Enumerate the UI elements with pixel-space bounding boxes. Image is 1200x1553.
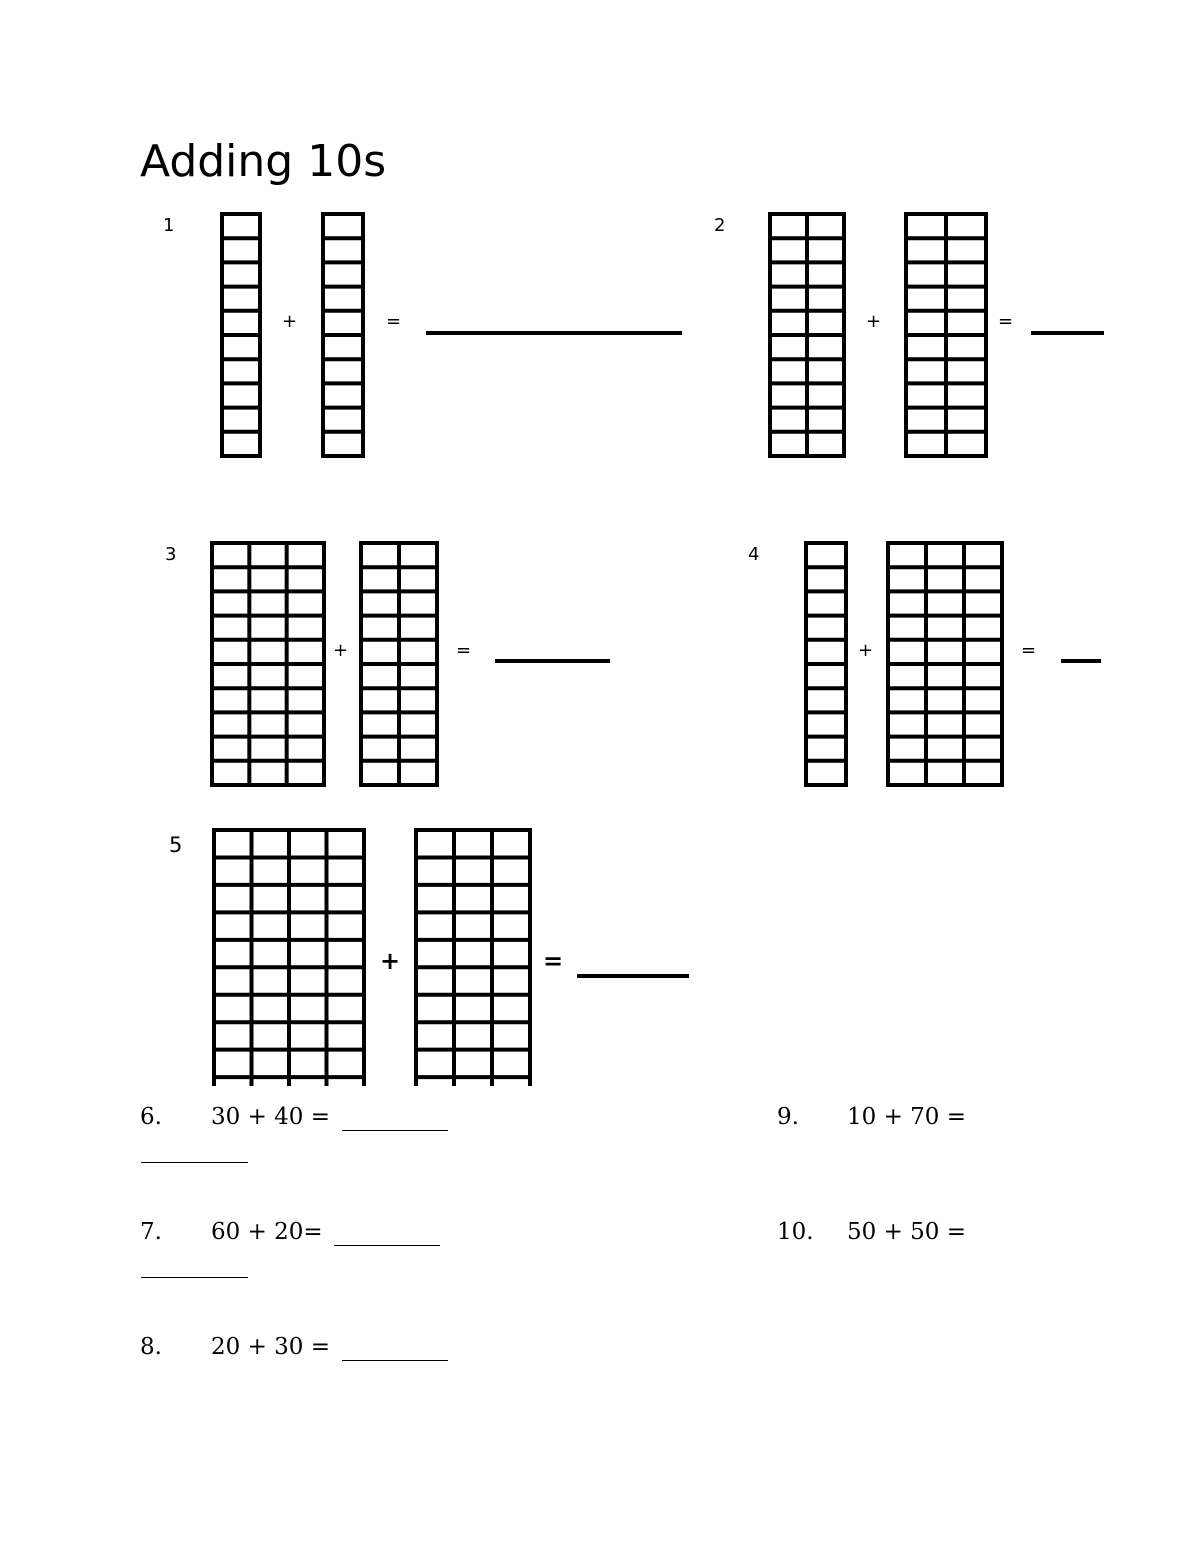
tens-rod-drawing bbox=[804, 541, 848, 787]
equation-number: 9. bbox=[777, 1104, 799, 1130]
plus-sign: + bbox=[380, 947, 401, 975]
equals-sign: = bbox=[543, 947, 564, 975]
tens-rod-drawing bbox=[220, 212, 262, 458]
problem-number: 1 bbox=[163, 215, 175, 236]
answer-blank[interactable] bbox=[334, 1245, 440, 1246]
answer-blank[interactable] bbox=[342, 1130, 448, 1131]
equation-expression: 10 + 70 = bbox=[847, 1104, 967, 1130]
equals-sign: = bbox=[456, 640, 472, 661]
equation-expression: 20 + 30 = bbox=[211, 1334, 331, 1360]
problem-number: 5 bbox=[169, 833, 183, 857]
tens-block-group bbox=[321, 212, 365, 458]
tens-block-group bbox=[212, 828, 366, 1086]
equation-number: 7. bbox=[140, 1219, 162, 1245]
page-title: Adding 10s bbox=[140, 136, 387, 187]
tens-block-group bbox=[359, 541, 439, 787]
equation-number: 6. bbox=[140, 1104, 162, 1130]
equation-number: 8. bbox=[140, 1334, 162, 1360]
tens-rod-drawing bbox=[768, 212, 846, 458]
answer-line[interactable] bbox=[426, 331, 682, 335]
equals-sign: = bbox=[1021, 640, 1037, 661]
tens-block-group bbox=[220, 212, 262, 458]
answer-blank[interactable] bbox=[141, 1277, 248, 1278]
answer-line[interactable] bbox=[1061, 659, 1101, 663]
equation-expression: 50 + 50 = bbox=[847, 1219, 967, 1245]
plus-sign: + bbox=[282, 311, 298, 332]
tens-block-group bbox=[904, 212, 988, 458]
plus-sign: + bbox=[866, 311, 882, 332]
tens-rod-drawing bbox=[904, 212, 988, 458]
answer-line[interactable] bbox=[1031, 331, 1104, 335]
answer-blank[interactable] bbox=[342, 1360, 448, 1361]
tens-rod-drawing bbox=[414, 828, 532, 1086]
tens-block-group bbox=[768, 212, 846, 458]
plus-sign: + bbox=[333, 640, 349, 661]
plus-sign: + bbox=[858, 640, 874, 661]
tens-block-group bbox=[210, 541, 326, 787]
tens-block-group bbox=[414, 828, 532, 1086]
equation-expression: 60 + 20= bbox=[211, 1219, 323, 1245]
equals-sign: = bbox=[386, 311, 402, 332]
answer-line[interactable] bbox=[495, 659, 610, 663]
equation-number: 10. bbox=[777, 1219, 814, 1245]
answer-line[interactable] bbox=[577, 974, 689, 978]
answer-blank[interactable] bbox=[141, 1162, 248, 1163]
tens-rod-drawing bbox=[212, 828, 366, 1086]
equation-expression: 30 + 40 = bbox=[211, 1104, 331, 1130]
problem-number: 3 bbox=[165, 544, 177, 565]
tens-rod-drawing bbox=[321, 212, 365, 458]
equals-sign: = bbox=[998, 311, 1014, 332]
problem-number: 2 bbox=[714, 215, 726, 236]
tens-block-group bbox=[804, 541, 848, 787]
tens-rod-drawing bbox=[359, 541, 439, 787]
problem-number: 4 bbox=[748, 544, 760, 565]
tens-rod-drawing bbox=[210, 541, 326, 787]
tens-block-group bbox=[886, 541, 1004, 787]
tens-rod-drawing bbox=[886, 541, 1004, 787]
